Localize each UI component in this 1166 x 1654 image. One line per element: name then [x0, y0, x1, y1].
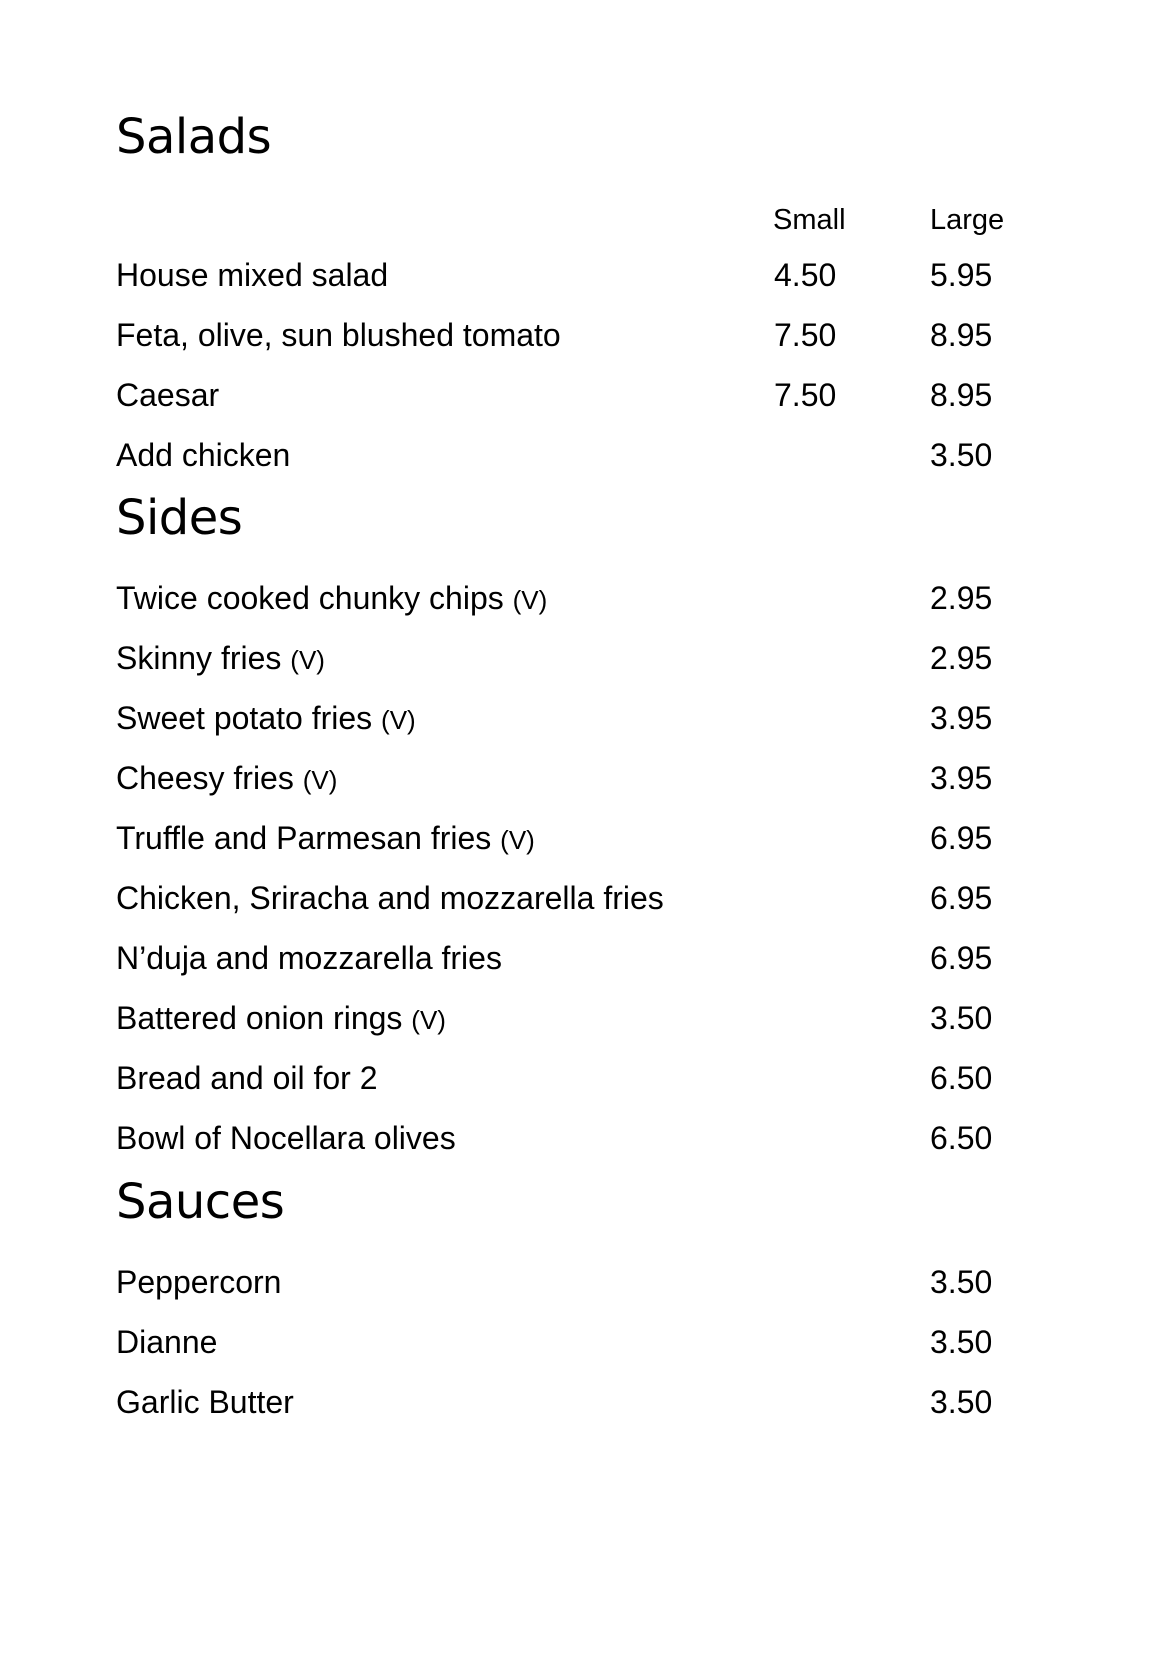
- salads-heading: Salads: [116, 109, 272, 165]
- price: 3.50: [930, 1324, 993, 1360]
- price-small: 7.50: [774, 377, 837, 413]
- item-name: Peppercorn: [116, 1264, 282, 1300]
- price: 3.95: [930, 760, 993, 796]
- sauces-heading: Sauces: [116, 1174, 285, 1230]
- salad-item: [116, 315, 1166, 355]
- side-item: [116, 818, 1166, 858]
- price: 2.95: [930, 580, 993, 616]
- vegetarian-tag: (V): [381, 705, 416, 735]
- vegetarian-tag: (V): [512, 585, 548, 615]
- price: 6.95: [930, 940, 993, 976]
- price-large: 8.95: [930, 377, 993, 413]
- vegetarian-tag: (V): [500, 825, 535, 855]
- side-item: [116, 938, 1166, 978]
- item-name: Sweet potato fries: [116, 700, 373, 736]
- column-header-small: Small: [773, 204, 846, 236]
- item-name: Dianne: [116, 1324, 218, 1360]
- side-item: [116, 698, 1166, 738]
- item-name: N’duja and mozzarella fries: [116, 940, 502, 976]
- price-large: 8.95: [930, 317, 993, 353]
- item-name: Feta, olive, sun blushed tomato: [116, 317, 561, 353]
- side-item: [116, 1058, 1166, 1098]
- price: 6.50: [930, 1060, 993, 1096]
- price-small: 7.50: [774, 317, 837, 353]
- side-item: [116, 998, 1166, 1038]
- item-name: Skinny fries: [116, 640, 282, 676]
- side-item: [116, 758, 1166, 798]
- vegetarian-tag: (V): [290, 645, 325, 675]
- item-name: Caesar: [116, 377, 220, 413]
- price: 6.95: [930, 880, 993, 916]
- price: 3.50: [930, 1000, 993, 1036]
- price: 6.95: [930, 820, 993, 856]
- sauce-item: [116, 1262, 1166, 1302]
- item-name: Add chicken: [116, 437, 291, 473]
- item-name: Truffle and Parmesan fries: [116, 820, 492, 856]
- item-name: House mixed salad: [116, 257, 389, 293]
- price: 3.50: [930, 1384, 993, 1420]
- salad-item: [116, 435, 1166, 475]
- price-large: 5.95: [930, 257, 993, 293]
- sauce-item: [116, 1382, 1166, 1422]
- sides-heading: Sides: [116, 490, 243, 546]
- side-item: [116, 578, 1166, 618]
- item-name: Bread and oil for 2: [116, 1060, 378, 1096]
- sauce-item: [116, 1322, 1166, 1362]
- vegetarian-tag: (V): [411, 1005, 446, 1035]
- price: 3.50: [930, 1264, 993, 1300]
- column-header-large: Large: [930, 204, 1005, 236]
- vegetarian-tag: (V): [302, 765, 338, 795]
- item-name: Bowl of Nocellara olives: [116, 1120, 456, 1156]
- item-name: Garlic Butter: [116, 1384, 294, 1420]
- item-name: Cheesy fries: [116, 760, 294, 796]
- price: 2.95: [930, 640, 993, 676]
- side-item: [116, 638, 1166, 678]
- item-name: Twice cooked chunky chips: [116, 580, 504, 616]
- price-large: 3.50: [930, 437, 993, 473]
- price: 6.50: [930, 1120, 993, 1156]
- item-name: Chicken, Sriracha and mozzarella fries: [116, 880, 664, 916]
- salad-item: [116, 255, 1166, 295]
- item-name: Battered onion rings: [116, 1000, 403, 1036]
- salad-item: [116, 375, 1166, 415]
- side-item: [116, 878, 1166, 918]
- price: 3.95: [930, 700, 993, 736]
- side-item: [116, 1118, 1166, 1158]
- price-small: 4.50: [774, 257, 837, 293]
